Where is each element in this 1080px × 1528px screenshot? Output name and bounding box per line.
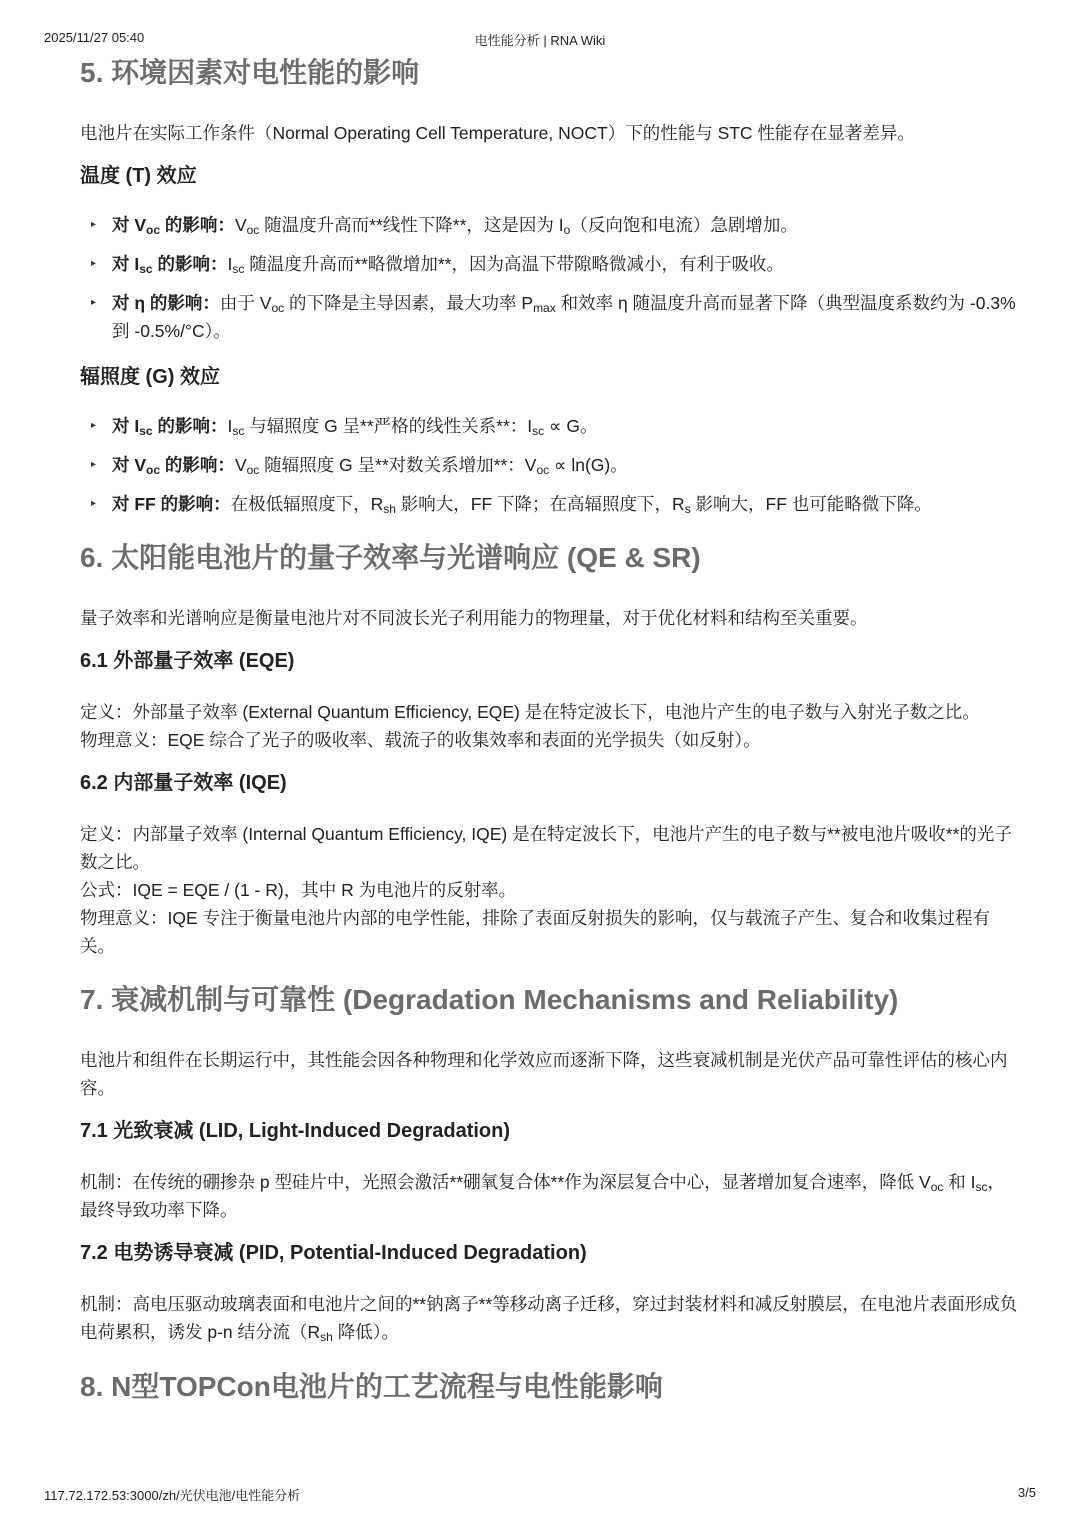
temperature-effect-heading: 温度 (T) 效应	[80, 165, 197, 187]
pid-heading: 7.2 电势诱导衰减 (PID, Potential-Induced Degradation)	[80, 1242, 587, 1264]
list-item: ▸ 对 η 的影响：由于 $V_{oc}$ 的下降是主导因素，最大功率 $P_{max}$ 和效率 η 随温度升高而显著下降（典型温度系数约为 -0.3% 到 -0.5%/°C）。	[80, 289, 1020, 345]
iqe-definition: 定义：内部量子效率 (Internal Quantum Efficiency, IQE) 是在特定波长下，电池片产生的电子数与**被电池片吸收**的光子数之比。	[80, 824, 1012, 872]
section-8-heading: 8. N型TOPCon电池片的工艺流程与电性能影响	[80, 1371, 663, 1402]
eqe-meaning: 物理意义：EQE 综合了光子的吸收率、载流子的收集效率和表面的光学损失（如反射）。	[80, 730, 761, 750]
triangle-right-icon: ▸	[91, 459, 97, 470]
list-item: ▸ 对 FF 的影响：在极低辐照度下，$R_{sh}$ 影响大，FF 下降；在高辐照度下，$R_s$ 影响大，FF 也可能略微下降。	[80, 490, 1020, 518]
section-6-heading: 6. 太阳能电池片的量子效率与光谱响应 (QE & SR)	[80, 542, 701, 573]
iqe-formula: 公式：IQE = EQE / (1 - R)，其中 R 为电池片的反射率。	[80, 880, 517, 900]
temperature-effect-list	[80, 211, 1020, 345]
eqe-definition: 定义：外部量子效率 (External Quantum Efficiency, EQE) 是在特定波长下，电池片产生的电子数与入射光子数之比。	[80, 702, 980, 722]
iqe-meaning: 物理意义：IQE 专注于衡量电池片内部的电学性能，排除了表面反射损失的影响，仅与载流子产生、复合和收集过程有关。	[80, 908, 991, 956]
triangle-right-icon: ▸	[91, 258, 97, 269]
article-content	[80, 54, 1020, 1406]
section-7-intro: 电池片和组件在长期运行中，其性能会因各种物理和化学效应而逐渐下降，这些衰减机制是光伏产品可靠性评估的核心内容。	[80, 1050, 1008, 1098]
pid-mechanism: 机制：高电压驱动玻璃表面和电池片之间的**钠离子**等移动离子迁移，穿过封装材料和减反射膜层，在电池片表面形成负电荷累积，诱发 p-n 结分流（$R_{sh}$ 降低）。	[80, 1294, 1018, 1344]
print-url: 117.72.172.53:3000/zh/光伏电池/电性能分析	[44, 1488, 301, 1503]
triangle-right-icon: ▸	[91, 498, 97, 509]
lid-heading: 7.1 光致衰减 (LID, Light-Induced Degradation)	[80, 1120, 510, 1142]
list-item: ▸ 对 $I_{sc}$ 的影响：$I_{sc}$ 与辐照度 G 呈**严格的线性关系**：$I_{sc} \propto G$。	[80, 412, 1020, 440]
print-page-title: 电性能分析 | RNA Wiki	[474, 33, 606, 48]
section-5-heading: 5. 环境因素对电性能的影响	[80, 57, 420, 88]
section-6-intro: 量子效率和光谱响应是衡量电池片对不同波长光子利用能力的物理量，对于优化材料和结构至关重要。	[80, 608, 868, 628]
list-item: ▸ 对 $V_{oc}$ 的影响：$V_{oc}$ 随辐照度 G 呈**对数关系增加**：$V_{oc} \propto \ln(G)$。	[80, 451, 1020, 479]
page-number: 3/5	[1017, 1485, 1036, 1500]
print-timestamp: 2025/11/27 05:40	[44, 30, 145, 45]
lid-mechanism: 机制：在传统的硼掺杂 p 型硅片中，光照会激活**硼氧复合体**作为深层复合中心，显著增加复合速率，降低 $V_{oc}$ 和 $I_{sc}$，最终导致功率下降。	[80, 1172, 1006, 1220]
list-item: ▸ 对 $V_{oc}$ 的影响：$V_{oc}$ 随温度升高而**线性下降**，这是因为 $I_o$（反向饱和电流）急剧增加。	[80, 211, 1020, 239]
irradiance-effect-heading: 辐照度 (G) 效应	[80, 366, 220, 388]
section-7-heading: 7. 衰减机制与可靠性 (Degradation Mechanisms and Reliability)	[80, 984, 899, 1015]
eqe-heading: 6.1 外部量子效率 (EQE)	[80, 650, 295, 672]
triangle-right-icon: ▸	[91, 297, 97, 308]
triangle-right-icon: ▸	[91, 420, 97, 431]
iqe-heading: 6.2 内部量子效率 (IQE)	[80, 772, 287, 794]
irradiance-effect-list	[80, 412, 1020, 518]
section-5-intro: 电池片在实际工作条件（Normal Operating Cell Temperature, NOCT）下的性能与 STC 性能存在显著差异。	[80, 123, 915, 143]
list-item: ▸ 对 $I_{sc}$ 的影响：$I_{sc}$ 随温度升高而**略微增加**，因为高温下带隙略微减小，有利于吸收。	[80, 250, 1020, 278]
triangle-right-icon: ▸	[91, 219, 97, 230]
